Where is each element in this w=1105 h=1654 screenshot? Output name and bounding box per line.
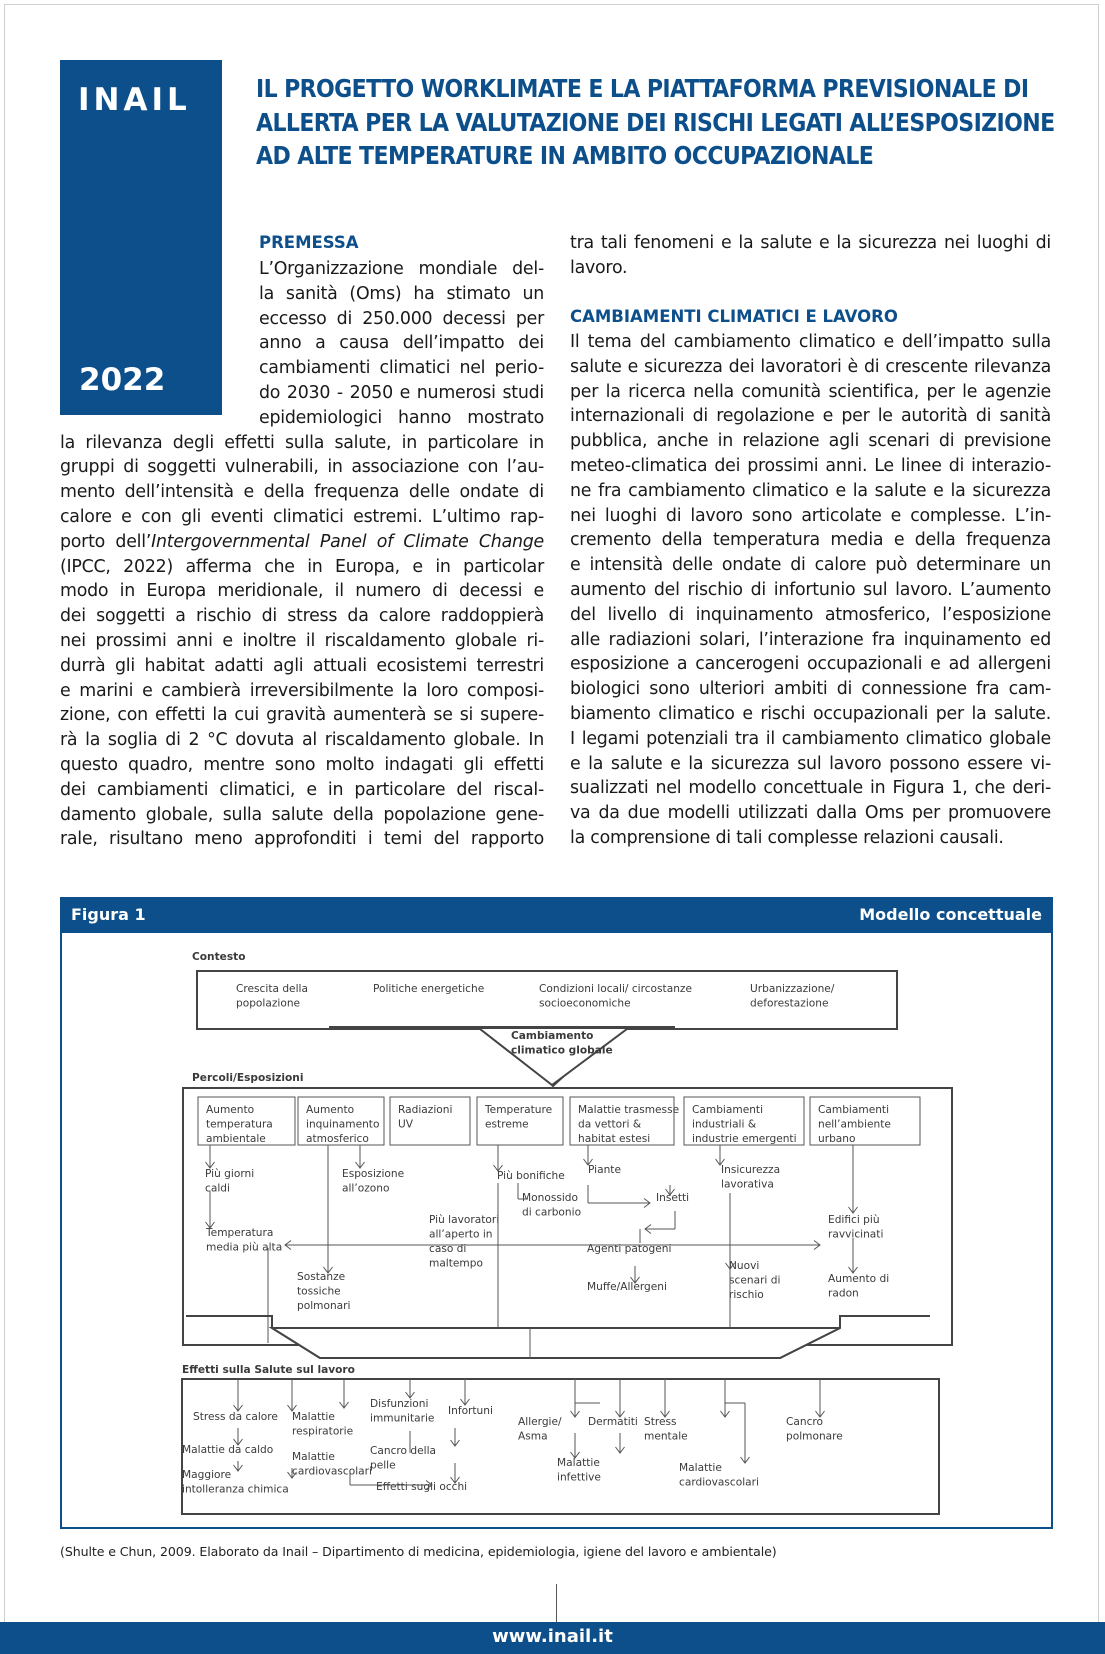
exposure-label: Edifici più ravvicinati <box>828 1214 884 1241</box>
text-line: del livello di inquinamento atmosferico, l’esposizione <box>570 604 1051 625</box>
text-line: internazionali di regolazione e per le autorità di sanità <box>570 406 1051 427</box>
text-line: (IPCC, 2022) afferma che in Europa, e in particolar <box>60 556 544 577</box>
exposure-label: Sostanze tossiche polmonari <box>297 1271 351 1312</box>
text-line: e intensità delle ondate di calore può determinare un <box>570 555 1051 576</box>
italic-term: Intergovernmental Panel of Climate Change <box>151 531 544 552</box>
text-line: rà la soglia di 2 °C dovuta al riscaldamento globale. In <box>60 730 544 751</box>
text-line: eccesso di 250.000 decessi per <box>259 308 544 329</box>
text-line: biologici sono ulteriori ambiti di connessione fra cam- <box>570 679 1051 700</box>
text-line: calore e con gli eventi climatici estremi. L’ultimo rap- <box>60 506 544 527</box>
health-effect-label: Allergie/ Asma <box>518 1416 562 1443</box>
health-effect-label: Stress da calore <box>193 1411 278 1423</box>
text-line: durrà gli habitat adatti agli attuali ecosistemi terrestri <box>60 655 544 676</box>
text-line: zione, con effetti la cui gravità aumenterà se si supere- <box>60 705 544 726</box>
health-effect-label: Cancro della pelle <box>370 1445 437 1472</box>
effects-funnel-arrow <box>272 1328 840 1358</box>
exposure-box-label: Cambiamenti nell’ambiente urbano <box>818 1104 891 1145</box>
text-line: va da due modelli utilizzati dalla Oms per promuovere <box>570 803 1051 824</box>
health-effect-label: Maggiore intolleranza chimica <box>182 1469 289 1496</box>
text-line: dei cambiamenti climatici, e in particolare del riscal- <box>60 779 544 800</box>
concept-model-diagram <box>60 933 1053 1527</box>
exposure-label: Esposizione all’ozono <box>342 1168 405 1195</box>
text-line: Il tema del cambiamento climatico e dell’impatto sulla <box>570 332 1051 352</box>
exposure-label: Insicurezza lavorativa <box>721 1164 781 1191</box>
exposure-label: Piante <box>588 1164 621 1176</box>
text-line: L’Organizzazione mondiale del- <box>259 259 544 279</box>
percoli-title: Percoli/Esposizioni <box>192 1072 304 1084</box>
exposure-box-label: Aumento inquinamento atmosferico <box>306 1104 380 1145</box>
text-line: rale, risultano meno approfonditi i temi del rapporto <box>60 829 544 850</box>
text-line: aumento del rischio di infortunio sul lavoro. L’aumento <box>570 579 1051 600</box>
text-line: nei prossimi anni e inoltre il riscaldamento globale ri- <box>60 630 544 651</box>
text-line: modo in Europa meridionale, il numero di decessi e <box>60 581 544 602</box>
text-line: esposizione a cancerogeni occupazionali e ad allergeni <box>570 654 1051 675</box>
year-label: 2022 <box>79 362 166 398</box>
exposure-label: Insetti <box>656 1192 690 1204</box>
text-line: salute e sicurezza dei lavoratori è di crescente rilevanza <box>570 356 1051 377</box>
health-effect-label: Malattie cardiovascolari <box>679 1462 759 1489</box>
effetti-title: Effetti sulla Salute sul lavoro <box>182 1364 355 1376</box>
premessa-text-continued <box>570 231 1051 281</box>
title-line: IL PROGETTO WORKLIMATE E LA PIATTAFORMA PREVISIONALE DI <box>256 74 1029 103</box>
contesto-item: Urbanizzazione/ deforestazione <box>750 983 835 1010</box>
premessa-text-bottom <box>60 431 544 853</box>
premessa-text-top <box>259 257 544 431</box>
text-line: tra tali fenomeni e la salute e la sicurezza nei luoghi di <box>570 233 1051 253</box>
exposure-box-label: Temperature estreme <box>485 1104 553 1131</box>
exposure-label: Temperatura media più alta <box>206 1227 283 1254</box>
cambiamenti-text <box>570 330 1051 851</box>
text-line: damento globale, sulla salute della popolazione gene- <box>60 804 544 825</box>
text-line: I legami potenziali tra il cambiamento climatico globale <box>570 728 1051 749</box>
health-effect-label: Malattie da caldo <box>182 1444 274 1456</box>
figure-header <box>60 897 1053 933</box>
text-line: anno a causa dell’impatto dei <box>259 333 544 354</box>
text-line: e la salute e la sicurezza sul lavoro possono essere vi- <box>570 753 1051 774</box>
page-title <box>256 72 1076 173</box>
text-line: ne fra cambiamento climatico e la salute e la sicurezza <box>570 480 1051 501</box>
text-line: cremento della temperatura media e della frequenza <box>570 530 1051 551</box>
title-line: AD ALTE TEMPERATURE IN AMBITO OCCUPAZIONALE <box>256 141 874 170</box>
text-line: dei soggetti a rischio di stress da calore raddoppierà <box>60 606 544 627</box>
exposure-label: Muffe/Allergeni <box>587 1281 667 1293</box>
exposure-label: Più bonifiche <box>497 1170 565 1182</box>
text-line: meteo-climatica dei prossimi anni. Le linee di interazio- <box>570 455 1051 476</box>
text-line: questo quadro, mentre sono molto indagati gli effetti <box>60 754 544 775</box>
exposure-box-label: Aumento temperatura ambientale <box>206 1104 273 1145</box>
text-line: do 2030 - 2050 e numerosi studi <box>259 382 544 403</box>
health-effect-label: Cancro polmonare <box>786 1416 843 1443</box>
text-line: sualizzati nel modello concettuale in Figura 1, che deri- <box>570 778 1051 799</box>
brand-panel <box>60 60 222 415</box>
exposure-label: Agenti patogeni <box>587 1243 672 1255</box>
contesto-item: Politiche energetiche <box>373 983 485 995</box>
section-heading-cambiamenti: CAMBIAMENTI CLIMATICI E LAVORO <box>570 307 898 326</box>
health-effect-label: Malattie respiratorie <box>292 1411 354 1438</box>
text-line: nei luoghi di lavoro sono articolate e complesse. L’in- <box>570 505 1051 526</box>
effetti-box <box>182 1379 939 1514</box>
exposure-box-label: Radiazioni UV <box>398 1104 453 1131</box>
health-effect-label: Infortuni <box>448 1405 493 1417</box>
contesto-item: Condizioni locali/ circostanze socioeconomiche <box>539 983 692 1010</box>
cambiamento-climatico-label: Cambiamento climatico globale <box>511 1030 613 1057</box>
text-line: per la ricerca nella comunità scientifica, per le agenzie <box>570 381 1051 402</box>
health-effect-label: Dermatiti <box>588 1416 638 1428</box>
funnel-arrow-outline <box>329 1029 675 1085</box>
text-line: epidemiologici hanno mostrato <box>259 407 544 428</box>
text-line: la sanità (Oms) ha stimato un <box>259 283 544 304</box>
figure-label: Figura 1 <box>71 905 146 924</box>
text-line: la rilevanza degli effetti sulla salute, in particolare in <box>60 432 544 453</box>
text-line: porto dell’Intergovernmental Panel of Climate Change <box>60 531 544 552</box>
health-effect-label: Malattie infettive <box>557 1457 601 1484</box>
text-line: e marini e cambierà irreversibilmente la loro composi- <box>60 680 544 701</box>
exposure-label: Nuovi scenari di rischio <box>729 1260 781 1301</box>
exposure-label: Più lavoratori all’aperto in caso di maltempo <box>429 1214 500 1270</box>
health-effect-label: Disfunzioni immunitarie <box>370 1398 435 1425</box>
contesto-title: Contesto <box>192 951 246 963</box>
section-heading-premessa: PREMESSA <box>259 233 359 252</box>
text-line: biamento climatico e rischi occupazionali per la salute. <box>570 703 1051 724</box>
text-line: lavoro. <box>570 257 628 278</box>
health-effect-label: Effetti sugli occhi <box>376 1481 468 1493</box>
exposure-label: Più giorni caldi <box>205 1168 255 1195</box>
text-line: pubblica, anche in relazione agli scenari di previsione <box>570 431 1051 452</box>
exposure-label: Aumento di radon <box>828 1273 890 1300</box>
text-line: cambiamenti climatici nel perio- <box>259 358 544 379</box>
footer-divider <box>556 1584 557 1622</box>
text-line: la comprensione di tali complesse relazioni causali. <box>570 827 1004 848</box>
footer-url[interactable]: www.inail.it <box>0 1622 1105 1654</box>
health-effect-label: Stress mentale <box>644 1416 688 1443</box>
inail-logo: INAIL <box>78 82 191 118</box>
text-line: alle radiazioni solari, l’interazione fra inquinamento ed <box>570 629 1051 650</box>
contesto-item: Crescita della popolazione <box>236 983 308 1010</box>
text-line: mento dell’intensità e della frequenza delle ondate di <box>60 482 544 503</box>
exposure-label: Monossido di carbonio <box>522 1192 582 1219</box>
exposure-box-label: Malattie trasmesse da vettori & habitat estesi <box>578 1104 680 1145</box>
health-effect-label: Malattie cardiovascolari <box>292 1451 372 1478</box>
text-line: gruppi di soggetti vulnerabili, in associazione con l’au- <box>60 457 544 478</box>
figure-name: Modello concettuale <box>859 905 1042 924</box>
exposure-box-label: Cambiamenti industriali & industrie emergenti <box>692 1104 797 1145</box>
title-line: ALLERTA PER LA VALUTAZIONE DEI RISCHI LEGATI ALL’ESPOSIZIONE <box>256 107 1055 137</box>
figure-caption: (Shulte e Chun, 2009. Elaborato da Inail – Dipartimento di medicina, epidemiologia, igiene del lavoro e ambientale) <box>60 1544 777 1559</box>
